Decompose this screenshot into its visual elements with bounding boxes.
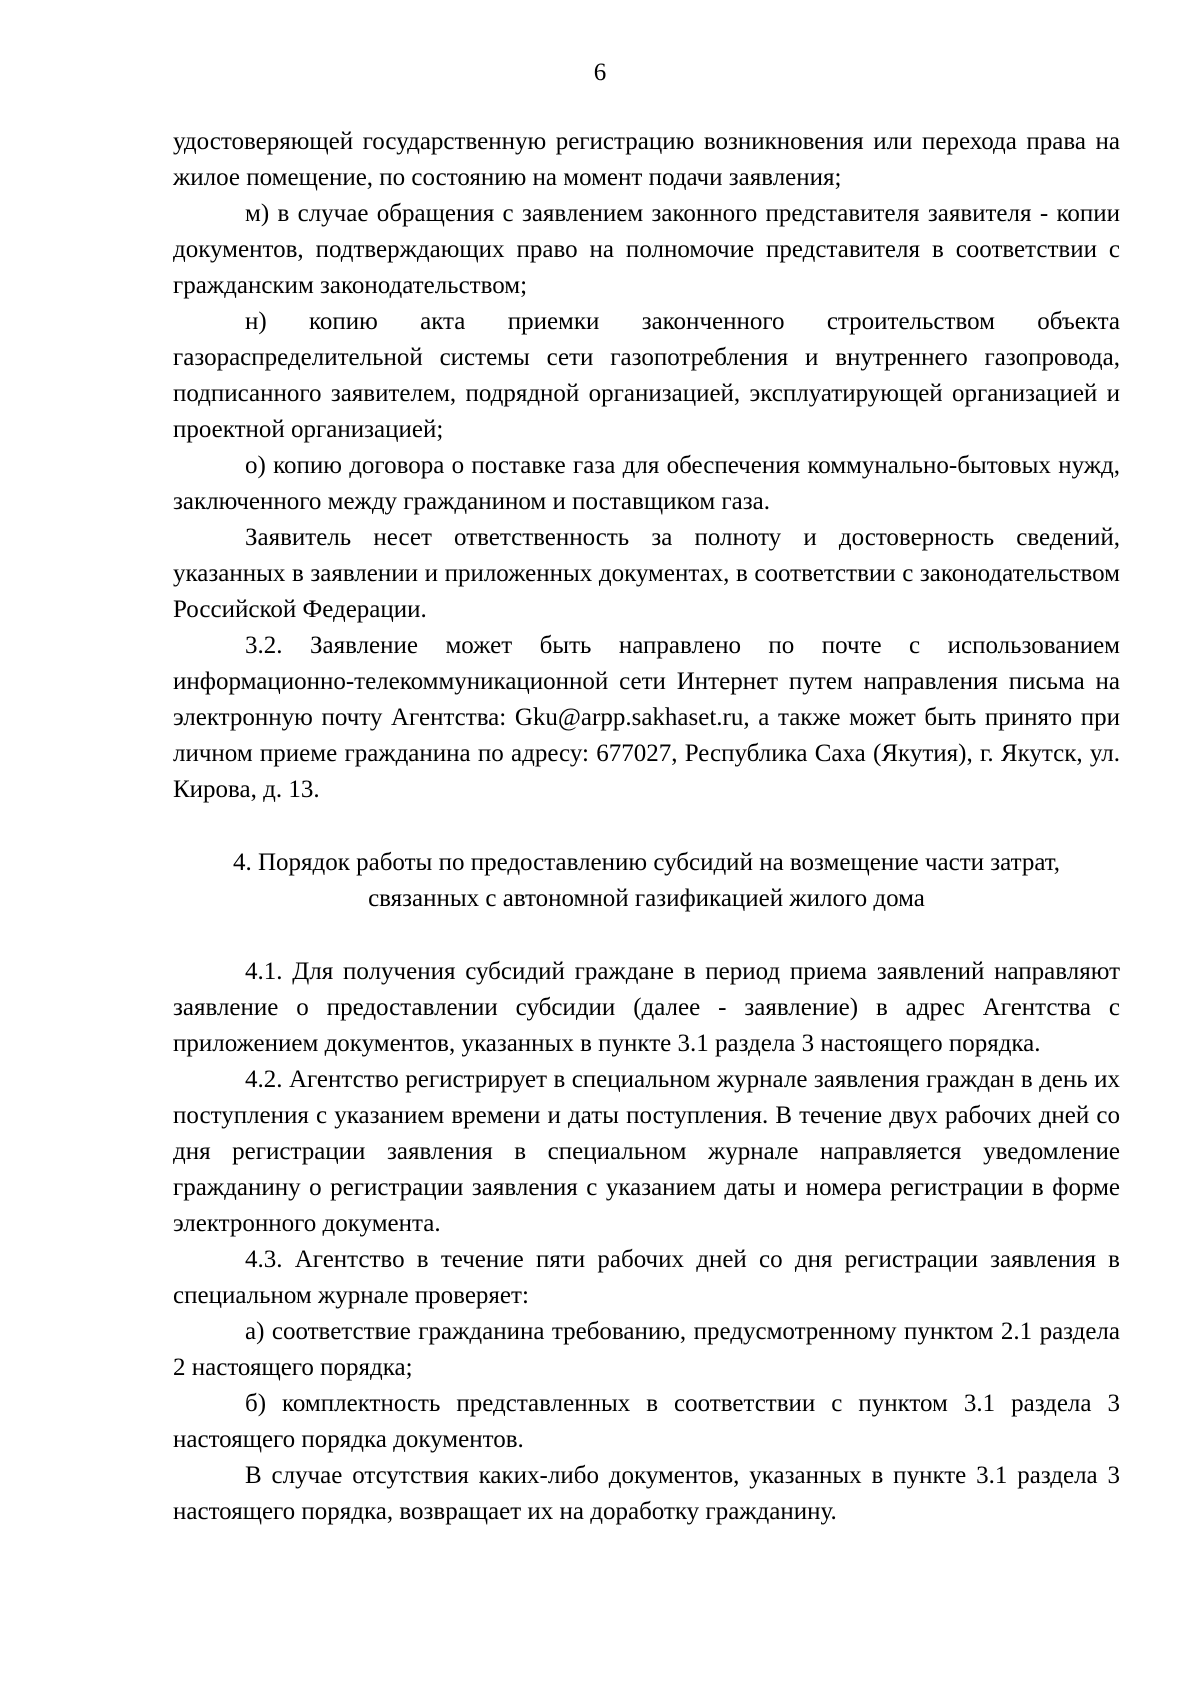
paragraph-item-o: о) копию договора о поставке газа для обеспечения коммунально-бытовых нужд, заключенного между гражданином и поставщиком газа. (173, 452, 1120, 515)
paragraph-item-a: а) соответствие гражданина требованию, предусмотренному пунктом 2.1 раздела 2 настоящего порядка; (173, 1318, 1120, 1381)
paragraph-3-2: 3.2. Заявление может быть направлено по почте с использованием информационно-телекоммуникационной сети Интернет путем направления письма на электронную почту Агентства: Gku@arpp.sakhaset.ru, а также может быть принято при личном приеме гражданина по адресу: 677027, Республика Саха (Якутия), г. Якутск, ул. Кирова, д. 13. (173, 632, 1120, 803)
paragraph-item-m: м) в случае обращения с заявлением законного представителя заявителя - копии документов, подтверждающих право на полномочие представителя в соответствии с гражданским законодательством; (173, 200, 1120, 299)
paragraph-4-1: 4.1. Для получения субсидий граждане в период приема заявлений направляют заявление о предоставлении субсидии (далее - заявление) в адрес Агентства с приложением документов, указанных в пункте 3.1 раздела 3 настоящего порядка. (173, 958, 1120, 1057)
section-heading-line-2: связанных с автономной газификацией жилого дома (368, 885, 925, 912)
section-heading-line-1: 4. Порядок работы по предоставлению субсидий на возмещение части затрат, (232, 849, 1061, 876)
paragraph-4-2: 4.2. Агентство регистрирует в специальном журнале заявления граждан в день их поступления с указанием времени и даты поступления. В течение двух рабочих дней со дня регистрации заявления в специальном журнале направляется уведомление гражданину о регистрации заявления с указанием даты и номера регистрации в форме электронного документа. (173, 1066, 1120, 1237)
page-number: 6 (593, 59, 607, 86)
paragraph-continuation: удостоверяющей государственную регистрацию возникновения или перехода права на жилое помещение, по состоянию на момент подачи заявления; (173, 128, 1120, 191)
document-body (173, 124, 1120, 1530)
paragraph-4-3: 4.3. Агентство в течение пяти рабочих дней со дня регистрации заявления в специальном журнале проверяет: (173, 1246, 1120, 1309)
paragraph-item-b: б) комплектность представленных в соответствии с пунктом 3.1 раздела 3 настоящего порядка документов. (173, 1390, 1120, 1453)
paragraph-responsibility: Заявитель несет ответственность за полноту и достоверность сведений, указанных в заявлении и приложенных документах, в соответствии с законодательством Российской Федерации. (173, 524, 1120, 623)
paragraph-missing-documents: В случае отсутствия каких-либо документов, указанных в пункте 3.1 раздела 3 настоящего порядка, возвращает их на доработку гражданину. (173, 1462, 1120, 1525)
section-4-heading (173, 845, 1120, 917)
paragraph-item-n: н) копию акта приемки законченного строительством объекта газораспределительной системы сети газопотребления и внутреннего газопровода, подписанного заявителем, подрядной организацией, эксплуатирующей организацией и проектной организацией; (173, 308, 1120, 443)
